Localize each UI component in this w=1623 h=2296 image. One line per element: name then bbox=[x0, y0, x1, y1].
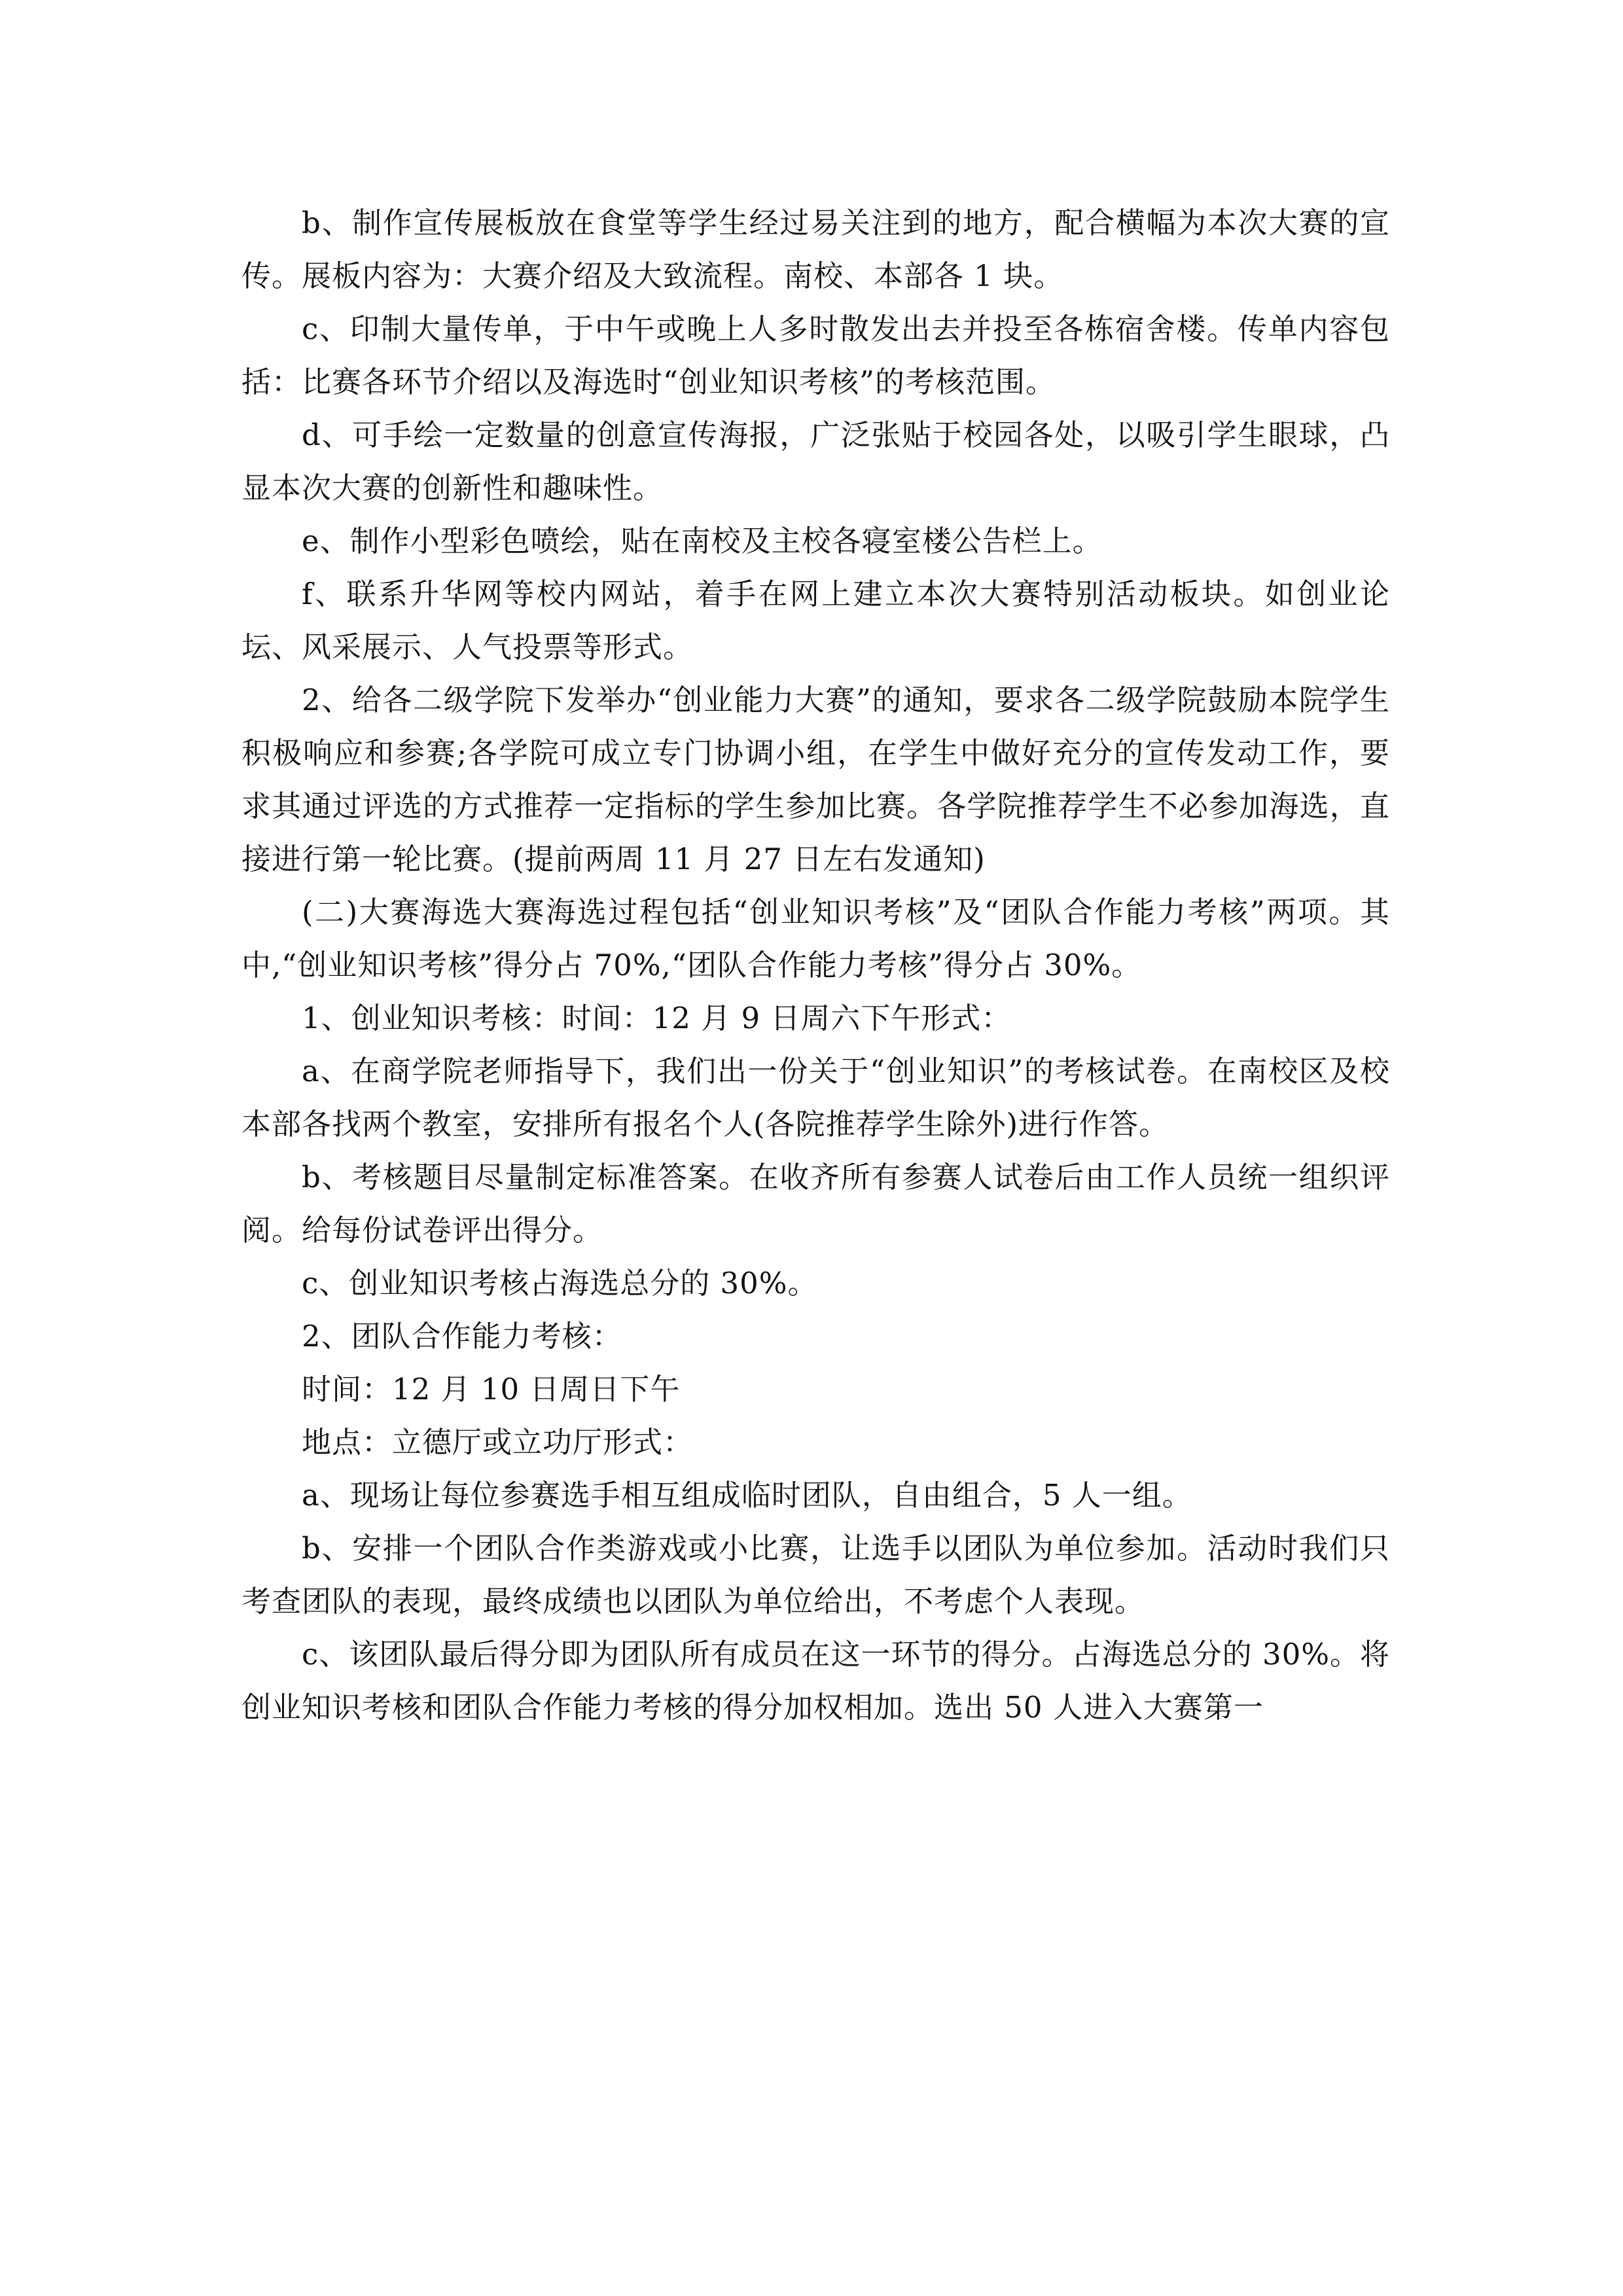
paragraph-1-knowledge-test: 1、创业知识考核：时间：12 月 9 日周六下午形式： bbox=[302, 1001, 1012, 1035]
paragraph-e-color-prints: e、制作小型彩色喷绘，贴在南校及主校各寝室楼公告栏上。 bbox=[302, 524, 1103, 558]
paragraph-2-college-notice: 2、给各二级学院下发举办“创业能力大赛”的通知，要求各二级学院鼓励本院学生积极响应和参赛;各学院可成立专门协调小组，在学生中做好充分的宣传发动工作，要求其通过评选的方式推荐一定指标的学生参加比赛。各学院推荐学生不必参加海选，直接进行第一轮比赛。(提前两周 11 月 27 日左右发通知) bbox=[241, 683, 1390, 876]
paragraph-time: 时间：12 月 10 日周日下午 bbox=[302, 1372, 681, 1407]
paragraph-a-exam-paper: a、在商学院老师指导下，我们出一份关于“创业知识”的考核试卷。在南校区及校本部各找两个教室，安排所有报名个人(各院推荐学生除外)进行作答。 bbox=[241, 1054, 1390, 1141]
document-body bbox=[241, 196, 1390, 1734]
paragraph-b-team-game: b、安排一个团队合作类游戏或小比赛，让选手以团队为单位参加。活动时我们只考查团队的表现，最终成绩也以团队为单位给出，不考虑个人表现。 bbox=[241, 1531, 1390, 1619]
paragraph-2-teamwork-test: 2、团队合作能力考核： bbox=[302, 1319, 622, 1354]
paragraph-f-websites: f、联系升华网等校内网站，着手在网上建立本次大赛特别活动板块。如创业论坛、风采展示、人气投票等形式。 bbox=[241, 577, 1390, 664]
paragraph-c-score-weight: c、创业知识考核占海选总分的 30%。 bbox=[302, 1266, 818, 1300]
paragraph-d-posters: d、可手绘一定数量的创意宣传海报，广泛张贴于校园各处，以吸引学生眼球，凸显本次大赛的创新性和趣味性。 bbox=[241, 418, 1390, 505]
paragraph-b-display-boards: b、制作宣传展板放在食堂等学生经过易关注到的地方，配合横幅为本次大赛的宣传。展板内容为：大赛介绍及大致流程。南校、本部各 1 块。 bbox=[241, 206, 1390, 293]
paragraph-audition-overview: (二)大赛海选大赛海选过程包括“创业知识考核”及“团队合作能力考核”两项。其中,“创业知识考核”得分占 70%,“团队合作能力考核”得分占 30%。 bbox=[241, 895, 1390, 982]
paragraph-b-standard-answers: b、考核题目尽量制定标准答案。在收齐所有参赛人试卷后由工作人员统一组织评阅。给每份试卷评出得分。 bbox=[241, 1160, 1390, 1247]
paragraph-c-team-score: c、该团队最后得分即为团队所有成员在这一环节的得分。占海选总分的 30%。将创业知识考核和团队合作能力考核的得分加权相加。选出 50 人进入大赛第一 bbox=[241, 1637, 1390, 1725]
paragraph-a-team-forming: a、现场让每位参赛选手相互组成临时团队，自由组合，5 人一组。 bbox=[302, 1478, 1192, 1513]
paragraph-location: 地点：立德厅或立功厅形式： bbox=[302, 1425, 694, 1460]
paragraph-c-flyers: c、印制大量传单，于中午或晚上人多时散发出去并投至各栋宿舍楼。传单内容包括：比赛各环节介绍以及海选时“创业知识考核”的考核范围。 bbox=[241, 312, 1390, 399]
